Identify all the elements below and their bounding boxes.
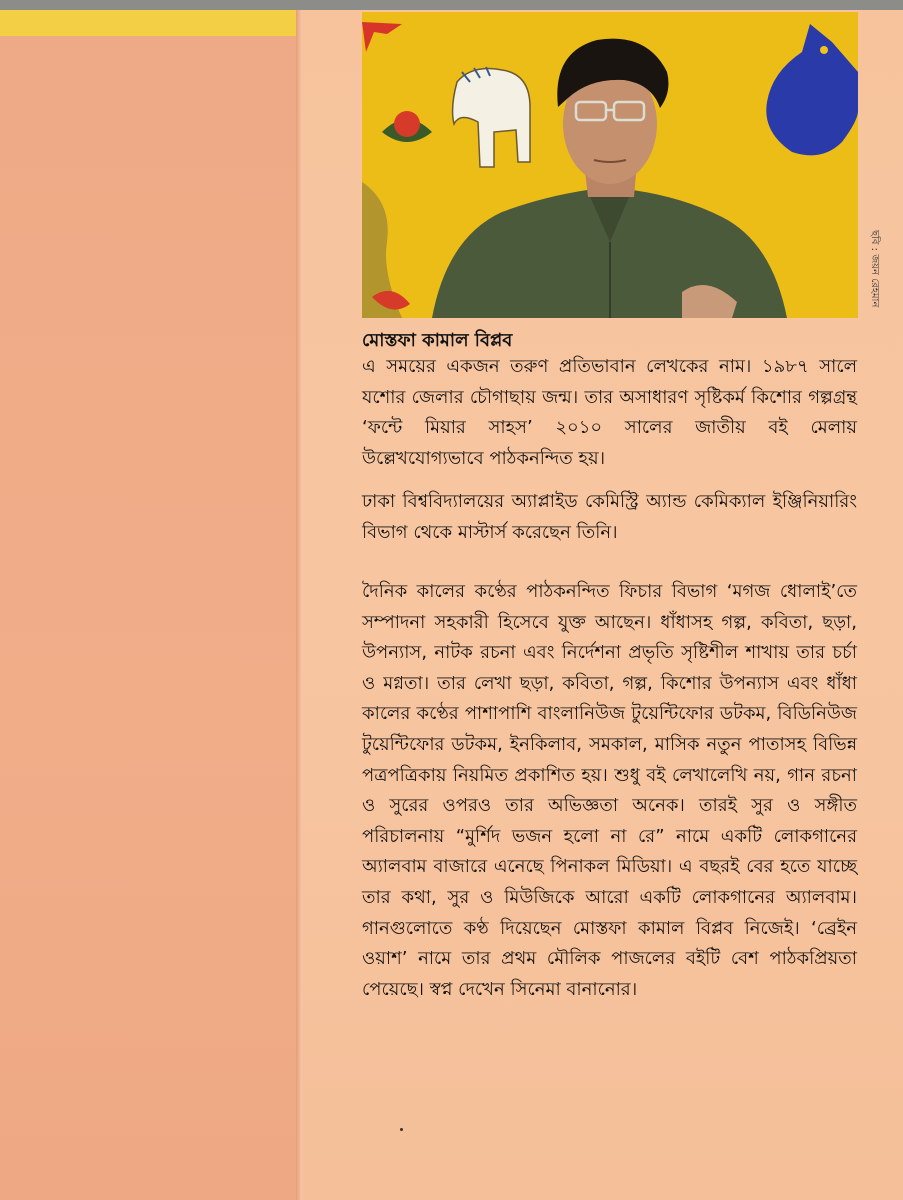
photo-credit: ছবি : জয়ন রেহমান [869, 230, 880, 308]
left-blank-panel [0, 36, 300, 1200]
yellow-edge-strip [0, 10, 300, 36]
author-name: মোস্তফা কামাল বিপ্লব [362, 330, 513, 351]
ink-dot [400, 1128, 403, 1131]
bio-paragraph-3: দৈনিক কালের কণ্ঠের পাঠকনন্দিত ফিচার বিভাগ ‘মগজ ধোলাই’তে সম্পাদনা সহকারী হিসেবে যুক্ত আছেন। ধাঁধাসহ গল্প, কবিতা, ছড়া, উপন্যাস, নাটক রচনা এবং নির্দেশনা প্রভৃতি সৃষ্টিশীল শাখায় তার চর্চা ও মগ্নতা। তার লেখা ছড়া, কবিতা, গল্প, কিশোর উপন্যাস এবং ধাঁধা কালের কণ্ঠের পাশাপাশি বাংলানিউজ টুয়েন্টিফোর ডটকম, বিডিনিউজ টুয়েন্টিফোর ডটকম, ইনকিলাব, সমকাল, মাসিক নতুন পাতাসহ বিভিন্ন পত্রপত্রিকায় নিয়মিত প্রকাশিত হয়। শুধু বই লেখালেখি নয়, গান রচনা ও সুরের ওপরও তার অভিজ্ঞতা অনেক। তারই সুর ও সঙ্গীত পরিচালনায় “মুর্শিদ ভজন হলো না রে” নামে একটি লোকগানের অ্যালবাম বাজারে এনেছে পিনাকল মিডিয়া। এ বছরই বের হতে যাচ্ছে তার কথা, সুর ও মিউজিকে আরো একটি লোকগানের অ্যালবাম। গানগুলোতে কণ্ঠ দিয়েছেন মোস্তফা কামাল বিপ্লব নিজেই। ‘ব্রেইন ওয়াশ’ নামে তার প্রথম মৌলিক পাজলের বইটি বেশ পাঠকপ্রিয়তা পেয়েছে। স্বপ্ন দেখেন সিনেমা বানানোর। [362, 581, 857, 1000]
author-photo [362, 12, 858, 318]
bio-paragraph-2: ঢাকা বিশ্ববিদ্যালয়ের অ্যাপ্লাইড কেমিস্ট্রি অ্যান্ড কেমিক্যাল ইঞ্জিনিয়ারিং বিভাগ থেকে মাস্টার্স করেছেন তিনি। [362, 491, 857, 543]
page-top-edge [0, 0, 903, 10]
bio-paragraph-1: এ সময়ের একজন তরুণ প্রতিভাবান লেখকের নাম। ১৯৮৭ সালে যশোর জেলার চৌগাছায় জন্ম। তার অসাধারণ সৃষ্টিকর্ম কিশোর গল্পগ্রন্থ ‘ফন্টে মিয়ার সাহস’ ২০১০ সালের জাতীয় বই মেলায় উল্লেখযোগ্যভাবে পাঠকনন্দিত হয়। [362, 356, 857, 469]
